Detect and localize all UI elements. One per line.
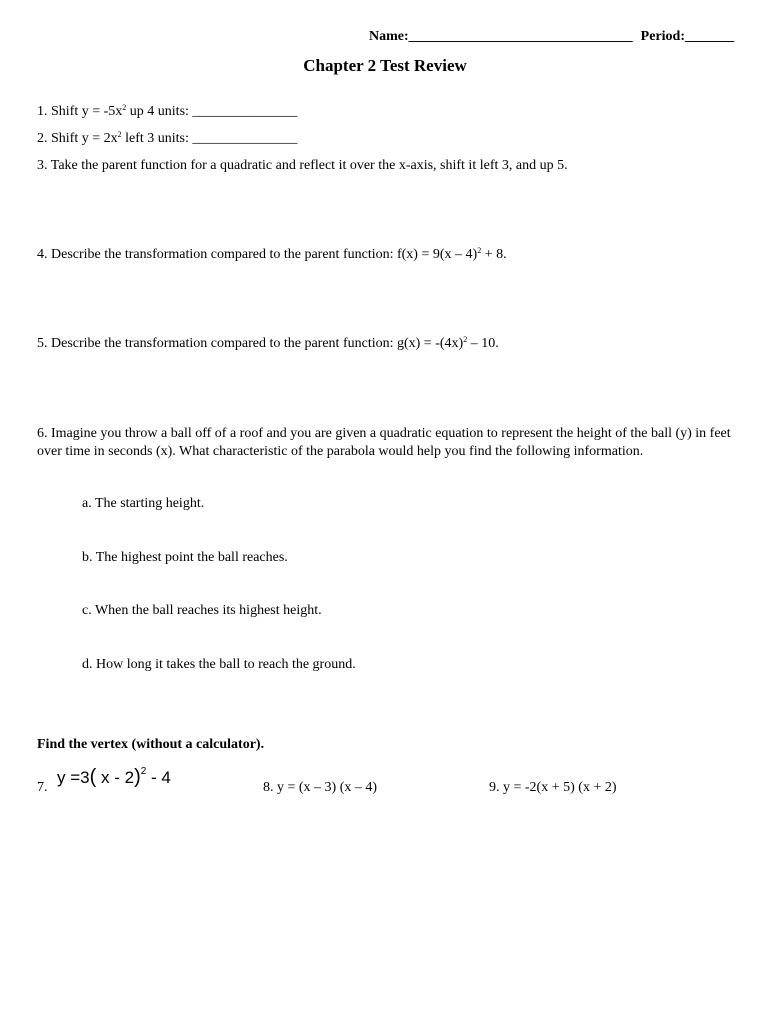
header-name-period [369,29,734,45]
question-4-text: 4. Describe the transformation compared to the parent function: f(x) = 9(x – 4) [37,247,478,262]
vertex-section-heading: Find the vertex (without a calculator). [37,737,265,752]
question-2-text: 2. Shift y = 2x [37,131,118,146]
question-2 [37,131,297,147]
question-5-text: 5. Describe the transformation compared to the parent function: g(x) = -(4x) [37,336,464,351]
question-1-tail: up 4 units: _______________ [126,104,298,119]
question-6-part-b: b. The highest point the ball reaches. [82,550,288,565]
question-1-exponent: 2 [122,103,127,112]
question-2-tail: left 3 units: _______________ [121,131,298,146]
page-title: Chapter 2 Test Review [303,56,467,75]
question-4-exponent: 2 [477,246,482,255]
question-5 [37,336,499,352]
question-6-part-a: a. The starting height. [82,496,205,511]
q7-exponent: 2 [140,766,147,777]
question-2-exponent: 2 [117,130,122,139]
question-6-part-d: d. How long it takes the ball to reach the ground. [82,657,356,672]
question-1 [37,104,297,120]
question-9: 9. y = -2(x + 5) (x + 2) [489,780,617,795]
q7-open-paren: ( [89,766,97,788]
question-1-text: 1. Shift y = -5x [37,104,123,119]
question-6: 6. Imagine you throw a ball off of a roof and you are given a quadratic equation to represent the height of the ball (y) in feet over time in seconds (x). What characteristic of the parabola would help you find the following information. [37,426,731,459]
question-3: 3. Take the parent function for a quadratic and reflect it over the x-axis, shift it left 3, and up 5. [37,158,568,173]
q7-lhs: y =3 [57,768,90,787]
question-5-tail: – 10. [467,336,499,351]
q7-close-paren: ) [134,766,141,788]
question-7-equation [57,766,171,789]
name-field-label: Name:________________________________ [369,29,633,44]
period-field-label: Period:_______ [640,29,734,44]
q7-inner: x - 2 [96,768,135,787]
question-6-part-c: c. When the ball reaches its highest height. [82,603,322,618]
question-7-number: 7. [37,780,48,795]
question-8: 8. y = (x – 3) (x – 4) [263,780,378,795]
question-4-tail: + 8. [481,247,507,262]
question-4 [37,247,507,263]
q7-tail: - 4 [146,768,171,787]
question-5-exponent: 2 [463,335,468,344]
